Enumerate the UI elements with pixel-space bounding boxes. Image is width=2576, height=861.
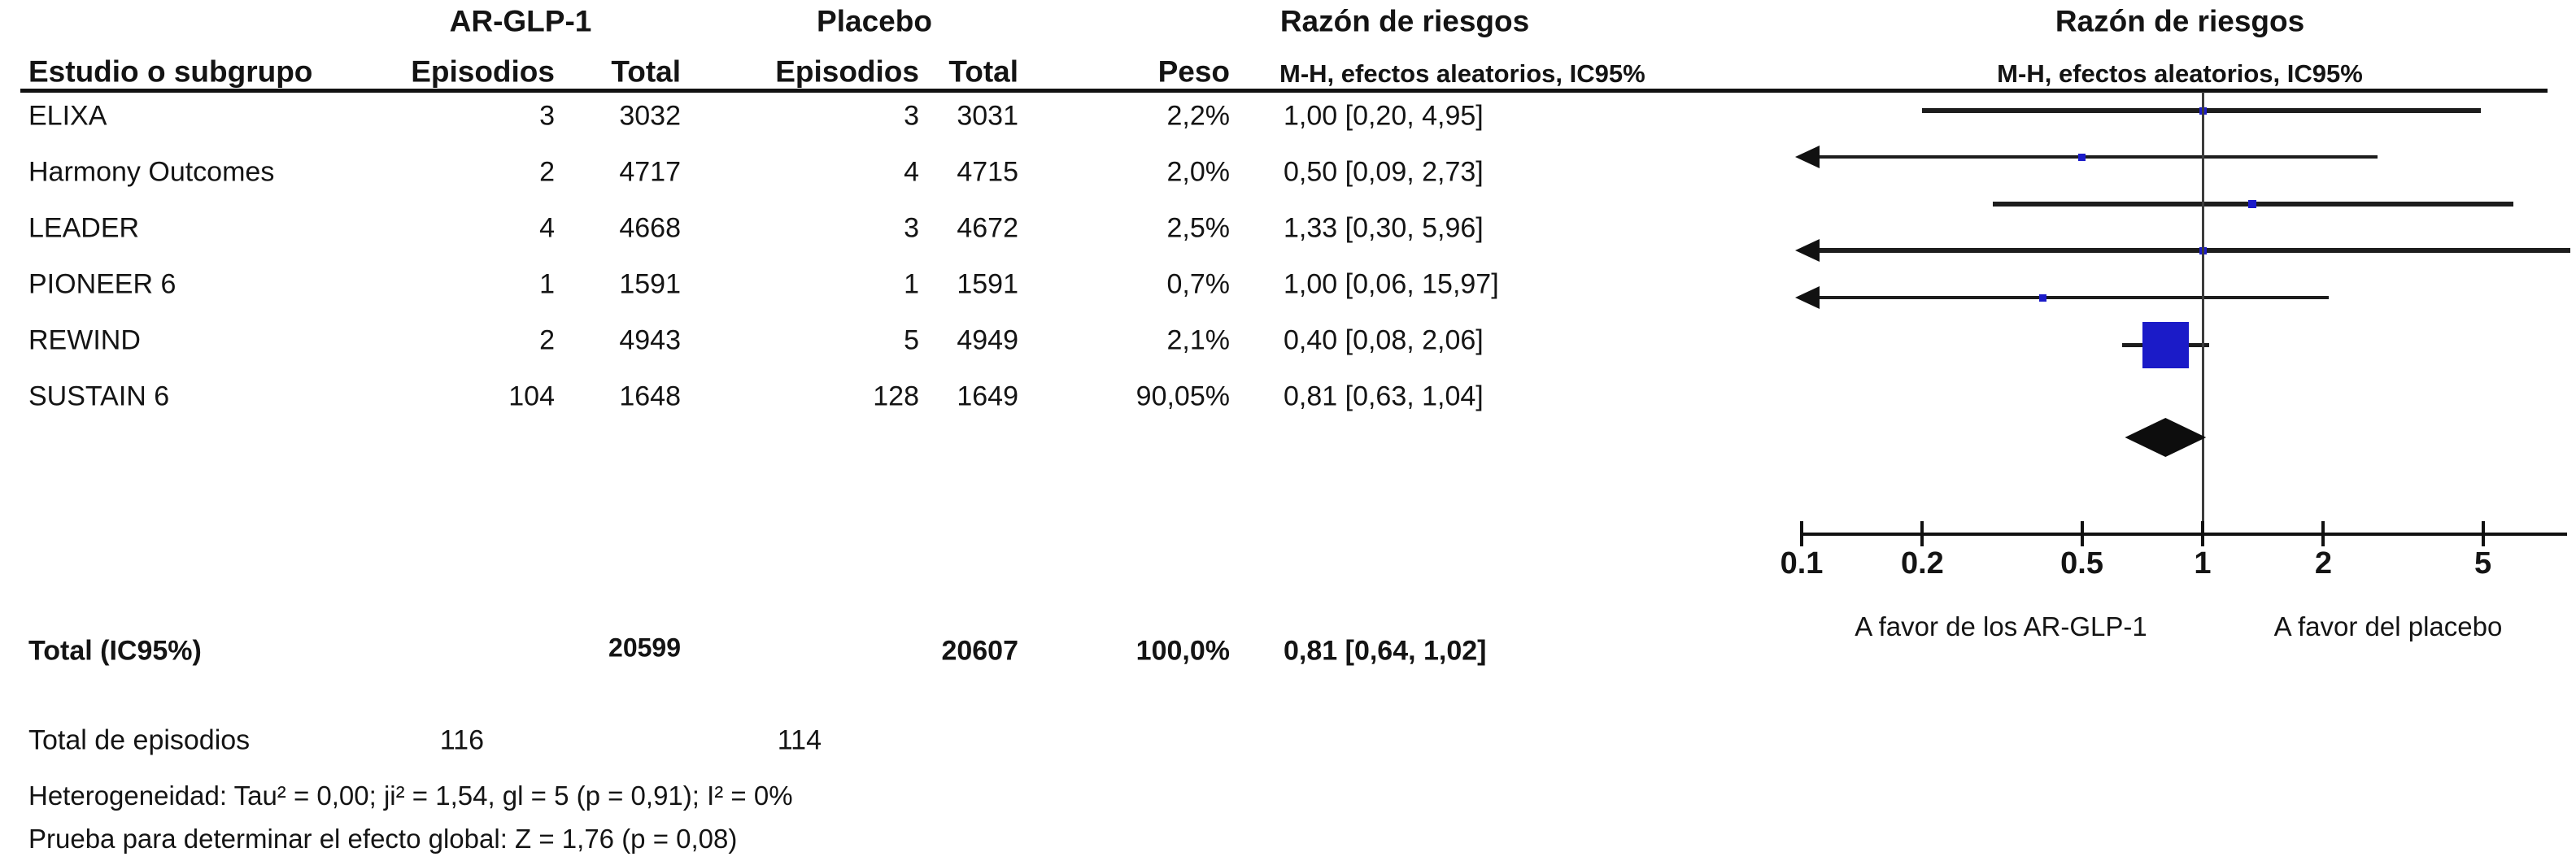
study-c_total: 4672 <box>957 212 1018 244</box>
x-tick-mark <box>1920 521 1924 546</box>
study-rr_ci: 0,50 [0,09, 2,73] <box>1284 156 1484 188</box>
x-tick-mark <box>2482 521 2485 546</box>
study-name: REWIND <box>28 324 141 356</box>
study-rr_ci: 1,33 [0,30, 5,96] <box>1284 212 1484 244</box>
study-weight: 2,5% <box>1166 212 1230 244</box>
x-tick-label: 0.1 <box>1780 546 1824 581</box>
study-t_events: 2 <box>539 156 555 188</box>
x-tick-label: 0.2 <box>1900 546 1944 581</box>
study-weight: 90,05% <box>1135 380 1230 412</box>
study-rr_ci: 1,00 [0,20, 4,95] <box>1284 100 1484 132</box>
study-name: PIONEER 6 <box>28 268 177 300</box>
study-c_events: 1 <box>904 268 919 300</box>
study-c_total: 1591 <box>957 268 1018 300</box>
rr-point-marker <box>2039 294 2046 302</box>
x-tick-mark <box>2321 521 2325 546</box>
study-t_total: 3032 <box>619 100 681 132</box>
x-tick-label: 0.5 <box>2060 546 2103 581</box>
study-t_events: 4 <box>539 212 555 244</box>
rr-column-title: Razón de riesgos <box>1279 4 1530 38</box>
study-t_total: 1591 <box>619 268 681 300</box>
ci-clamp-arrow-left <box>1795 239 1820 262</box>
x-tick-label: 5 <box>2474 546 2492 581</box>
study-c_events: 4 <box>904 156 919 188</box>
weight-column-header: Peso <box>1157 54 1230 89</box>
ci-line <box>1802 296 2329 299</box>
study-weight: 2,2% <box>1166 100 1230 132</box>
heterogeneity-note: Heterogeneidad: Tau² = 0,00; ji² = 1,54, gl = 5 (p = 0,91); I² = 0% <box>28 780 793 811</box>
study-weight: 2,0% <box>1166 156 1230 188</box>
x-tick-mark <box>2081 521 2084 546</box>
study-c_events: 3 <box>904 212 919 244</box>
favors-treatment-label: A favor de los AR-GLP-1 <box>1855 611 2147 641</box>
plot-title: Razón de riesgos <box>2055 4 2305 38</box>
total-events-treatment: 116 <box>439 724 484 756</box>
x-tick-mark <box>1800 521 1803 546</box>
study-name: SUSTAIN 6 <box>28 380 170 412</box>
rr-point-marker <box>2248 200 2256 208</box>
x-axis-line <box>1802 533 2567 536</box>
x-tick-mark <box>2201 521 2204 546</box>
overall-effect-diamond <box>2125 418 2206 457</box>
ci-line <box>1802 248 2570 253</box>
study-c_total: 1649 <box>957 380 1018 412</box>
rr-point-marker <box>2078 154 2086 161</box>
plot-subtitle: M-H, efectos aleatorios, IC95% <box>1997 59 2363 88</box>
study-c_events: 128 <box>873 380 919 412</box>
treatment-group-header: AR-GLP-1 <box>449 4 592 38</box>
total-control-n: 20607 <box>941 635 1018 667</box>
ci-line <box>1802 155 2378 159</box>
study-c_events: 3 <box>904 100 919 132</box>
x-tick-label: 1 <box>2194 546 2212 581</box>
study-t_total: 1648 <box>619 380 681 412</box>
study-t_total: 4717 <box>619 156 681 188</box>
header-divider-line <box>20 89 2548 93</box>
study-rr_ci: 0,81 [0,63, 1,04] <box>1284 380 1484 412</box>
total-row-label: Total (IC95%) <box>28 635 202 667</box>
total-treatment-n: 20599 <box>608 633 681 663</box>
total-rr-ci: 0,81 [0,64, 1,02] <box>1284 635 1487 667</box>
study-t_events: 2 <box>539 324 555 356</box>
control-events-header: Episodios <box>775 54 919 89</box>
study-name: LEADER <box>28 212 140 244</box>
study-t_events: 104 <box>508 380 555 412</box>
ci-clamp-arrow-left <box>1795 286 1820 309</box>
total-events-control: 114 <box>777 724 822 756</box>
rr-point-marker <box>2142 322 2189 368</box>
study-c_total: 3031 <box>957 100 1018 132</box>
control-total-header: Total <box>948 54 1018 89</box>
treatment-total-header: Total <box>611 54 681 89</box>
favors-control-label: A favor del placebo <box>2273 611 2503 641</box>
treatment-events-header: Episodios <box>411 54 555 89</box>
study-t_total: 4943 <box>619 324 681 356</box>
control-group-header: Placebo <box>817 4 932 38</box>
study-rr_ci: 1,00 [0,06, 15,97] <box>1284 268 1499 300</box>
study-rr_ci: 0,40 [0,08, 2,06] <box>1284 324 1484 356</box>
total-weight: 100,0% <box>1135 635 1230 667</box>
total-events-label: Total de episodios <box>28 724 251 756</box>
study-weight: 0,7% <box>1166 268 1230 300</box>
ci-clamp-arrow-left <box>1795 146 1820 168</box>
study-t_events: 3 <box>539 100 555 132</box>
rr-column-subtitle: M-H, efectos aleatorios, IC95% <box>1279 59 1645 88</box>
study-weight: 2,1% <box>1166 324 1230 356</box>
study-c_total: 4949 <box>957 324 1018 356</box>
null-effect-line <box>2202 92 2204 536</box>
study-t_total: 4668 <box>619 212 681 244</box>
study-t_events: 1 <box>539 268 555 300</box>
study-name: ELIXA <box>28 100 107 132</box>
study-c_total: 4715 <box>957 156 1018 188</box>
x-tick-label: 2 <box>2314 546 2332 581</box>
study-name: Harmony Outcomes <box>28 156 275 188</box>
overall-effect-note: Prueba para determinar el efecto global: Z = 1,76 (p = 0,08) <box>28 823 738 854</box>
study-c_events: 5 <box>904 324 919 356</box>
study-column-header: Estudio o subgrupo <box>28 54 313 89</box>
